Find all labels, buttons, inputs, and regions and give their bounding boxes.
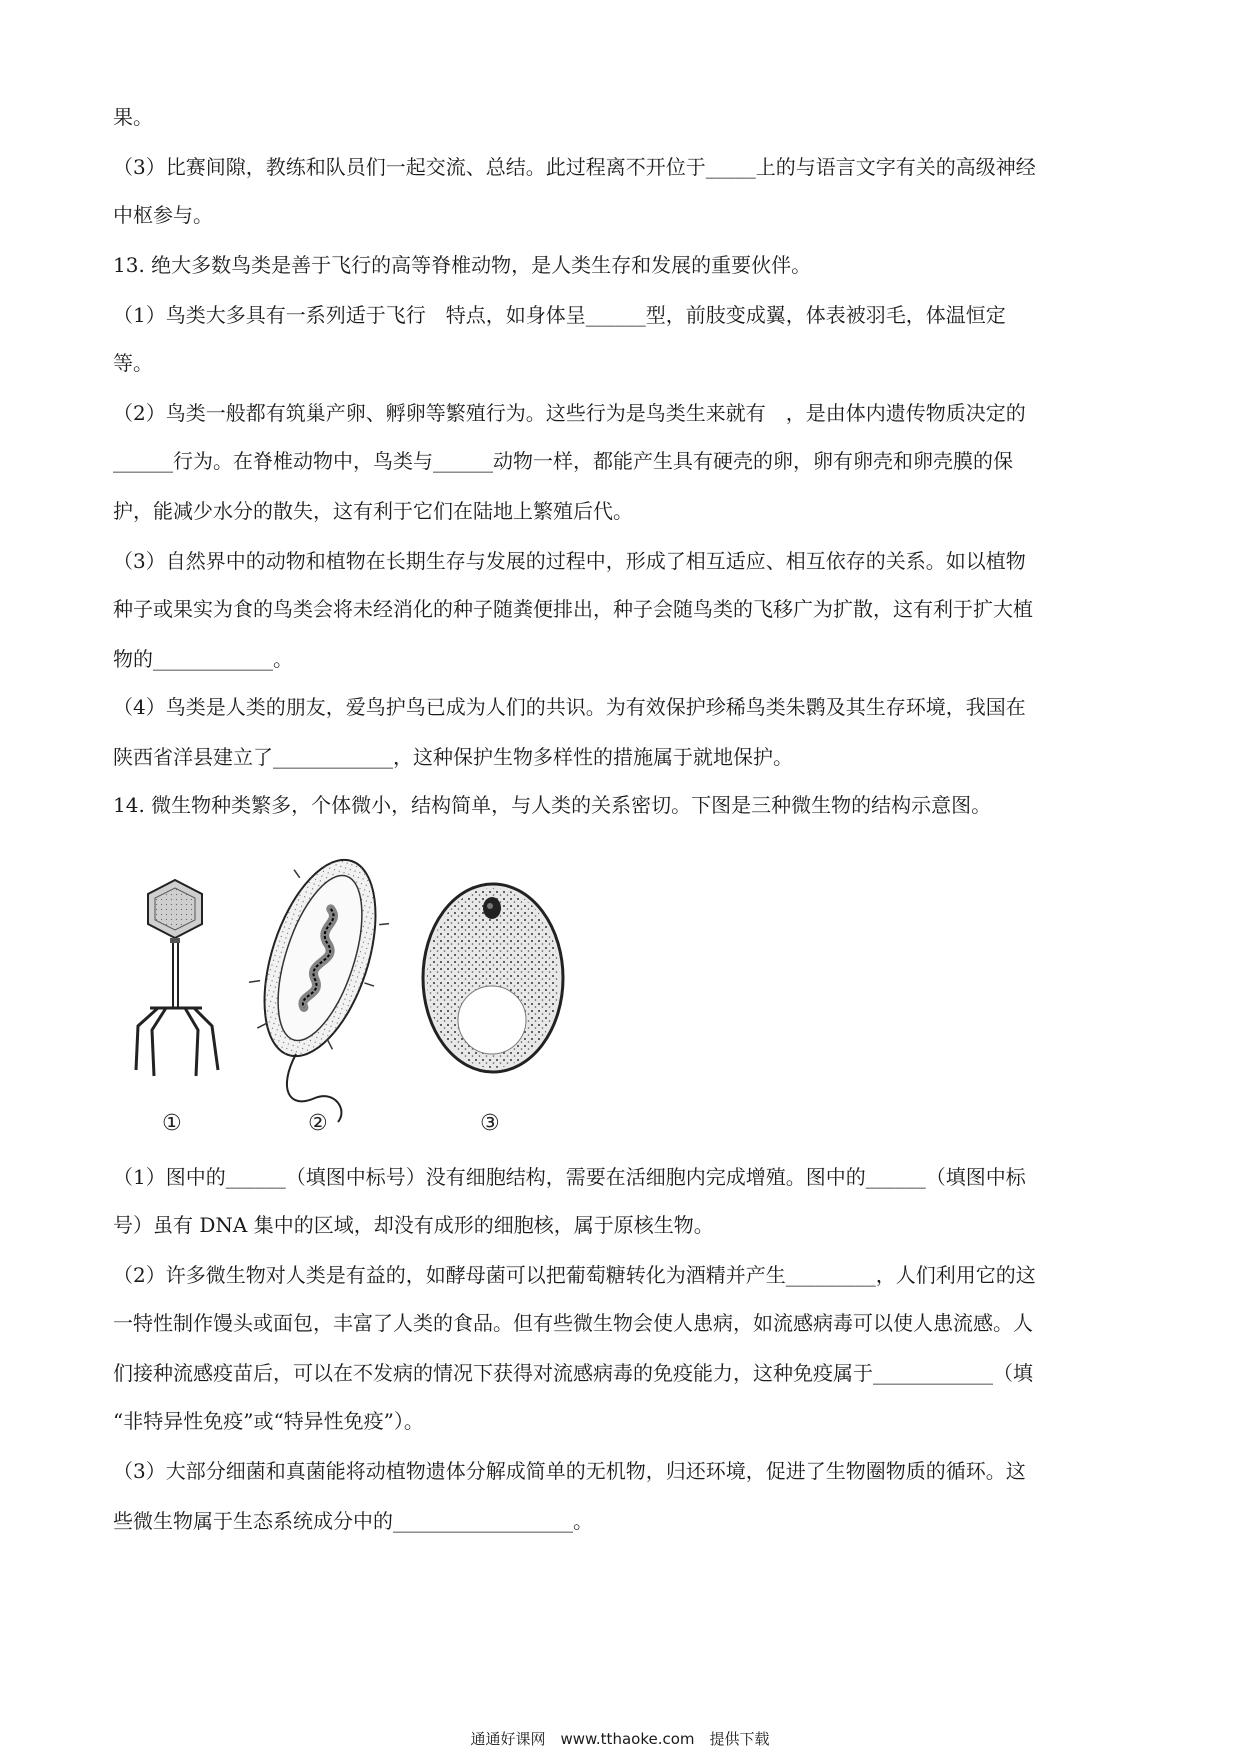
text-line: （3）大部分细菌和真菌能将动植物遗体分解成简单的无机物，归还环境，促进了生物圈物质的循环。这 <box>113 1459 1026 1483</box>
text-line: “非特异性免疫”或“特异性免疫”）。 <box>113 1409 424 1433</box>
question-13-stem: 13. 绝大多数鸟类是善于飞行的高等脊椎动物，是人类生存和发展的重要伙伴。 <box>113 253 812 277</box>
figure-label-2: ② <box>308 1111 328 1136</box>
microorganism-figure <box>110 848 630 1148</box>
text-line: （4）鸟类是人类的朋友，爱鸟护鸟已成为人们的共识。为有效保护珍稀鸟类朱鹮及其生存环境，我国在 <box>113 695 1026 719</box>
text-line: 等。 <box>113 351 153 375</box>
text-line: 陕西省洋县建立了____________，这种保护生物多样性的措施属于就地保护。 <box>113 745 793 769</box>
text-line: 些微生物属于生态系统成分中的__________________。 <box>113 1509 593 1533</box>
text-line: 一特性制作馒头或面包，丰富了人类的食品。但有些微生物会使人患病，如流感病毒可以使人患流感。人 <box>113 1311 1033 1335</box>
text-line: 种子或果实为食的鸟类会将未经消化的种子随粪便排出，种子会随鸟类的飞移广为扩散，这有利于扩大植 <box>113 597 1033 621</box>
yeast-drawing <box>423 884 563 1072</box>
page-footer: 通通好课网 www.tthaoke.com 提供下载 <box>470 1730 770 1748</box>
figure-label-3: ③ <box>480 1111 500 1136</box>
bacteriophage-drawing <box>136 880 218 1076</box>
text-line: 物的____________。 <box>113 647 293 671</box>
text-line: 们接种流感疫苗后，可以在不发病的情况下获得对流感病毒的免疫能力，这种免疫属于____________（填 <box>113 1361 1033 1385</box>
question-14-stem: 14. 微生物种类繁多，个体微小，结构简单，与人类的关系密切。下图是三种微生物的结构示意图。 <box>113 793 992 817</box>
text-line: （3）自然界中的动物和植物在长期生存与发展的过程中，形成了相互适应、相互依存的关系。如以植物 <box>113 549 1026 573</box>
text-line: （1）图中的______（填图中标号）没有细胞结构，需要在活细胞内完成增殖。图中的______（填图中标 <box>113 1165 1026 1189</box>
text-line: ______行为。在脊椎动物中，鸟类与______动物一样，都能产生具有硬壳的卵，卵有卵壳和卵壳膜的保 <box>113 449 1013 473</box>
text-line: （1）鸟类大多具有一系列适于飞行 特点，如身体呈______型，前肢变成翼，体表被羽毛，体温恒定 <box>113 303 1006 327</box>
figure-label-1: ① <box>162 1111 182 1136</box>
text-line: 号）虽有 DNA 集中的区域，却没有成形的细胞核，属于原核生物。 <box>113 1213 714 1237</box>
text-line: （2）许多微生物对人类是有益的，如酵母菌可以把葡萄糖转化为酒精并产生_________，人们利用它的这 <box>113 1263 1036 1287</box>
text-line: （3）比赛间隙，教练和队员们一起交流、总结。此过程离不开位于_____上的与语言文字有关的高级神经 <box>113 155 1036 179</box>
bacterium-drawing <box>231 848 408 1074</box>
text-line: 中枢参与。 <box>113 203 213 227</box>
text-line: （2）鸟类一般都有筑巢产卵、孵卵等繁殖行为。这些行为是鸟类生来就有 ，是由体内遗传物质决定的 <box>113 401 1026 425</box>
text-line: 果。 <box>113 105 153 129</box>
text-line: 护，能减少水分的散失，这有利于它们在陆地上繁殖后代。 <box>113 499 633 523</box>
